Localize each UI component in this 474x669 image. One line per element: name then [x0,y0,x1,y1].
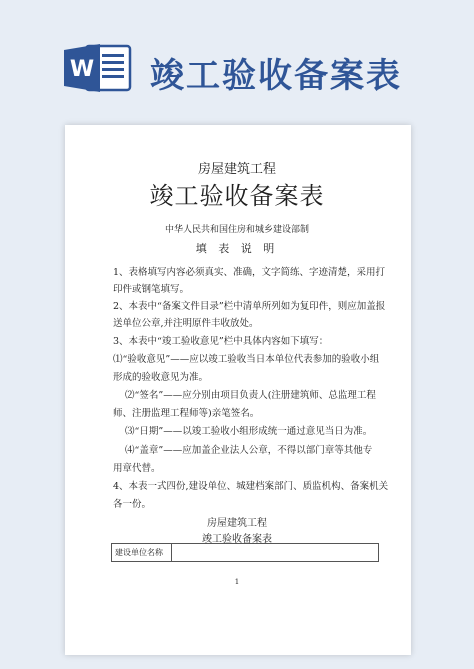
table-row [112,544,379,562]
instruction-line: 2、本表中“备案文件目录”栏中清单所列如为复印件，则应加盖报 [113,301,386,312]
instruction-line: ⑵“签名”——应分别由项目负责人(注册建筑师、总监理工程 [125,390,376,401]
word-logo-letter: W [69,57,95,82]
instruction-line: ⑴“验收意见”——应以竣工验收当日本单位代表参加的验收小组 [113,354,380,365]
filing-form-table [111,543,379,562]
instruction-line: 用章代替。 [113,463,161,474]
document-issuer: 中华人民共和国住房和城乡建设部制 [164,225,309,235]
instruction-line: 1、表格填写内容必须真实、准确，文字简练、字迹清楚，采用打 [113,267,386,278]
instruction-line: 各一份。 [113,499,152,510]
instruction-line: 3、本表中“竣工验收意见”栏中具体内容如下填写： [113,336,329,347]
instruction-line: 形成的验收意见为准。 [113,372,209,383]
document-title: 竣工验收备案表 [149,182,325,210]
table-cell-label: 建设单位名称 [112,544,172,562]
instruction-line: ⑷“盖章”——应加盖企业法人公章，不得以部门章等其他专 [125,445,373,456]
header-title: 竣工验收备案表 [150,56,402,96]
instruction-line: 师、注册监理工程师等)亲笔签名。 [113,408,260,419]
section-title: 竣工验收备案表 [202,534,272,545]
document-subtitle: 房屋建筑工程 [197,162,276,177]
instruction-line: 送单位公章,并注明原件丰收放处。 [113,318,259,329]
section-subtitle: 房屋建筑工程 [207,518,267,529]
page-number: 1 [234,578,240,586]
word-app-icon [62,42,132,94]
instructions-heading: 填 表 说 明 [195,242,279,255]
table-cell-value [172,544,379,562]
instruction-line: ⑶“日期”——以竣工验收小组形成统一通过意见当日为准。 [125,426,373,437]
instruction-line: 4、本表一式四份,建设单位、城建档案部门、质监机构、备案机关 [113,481,389,492]
instruction-line: 印件或钢笔填写。 [113,284,190,295]
